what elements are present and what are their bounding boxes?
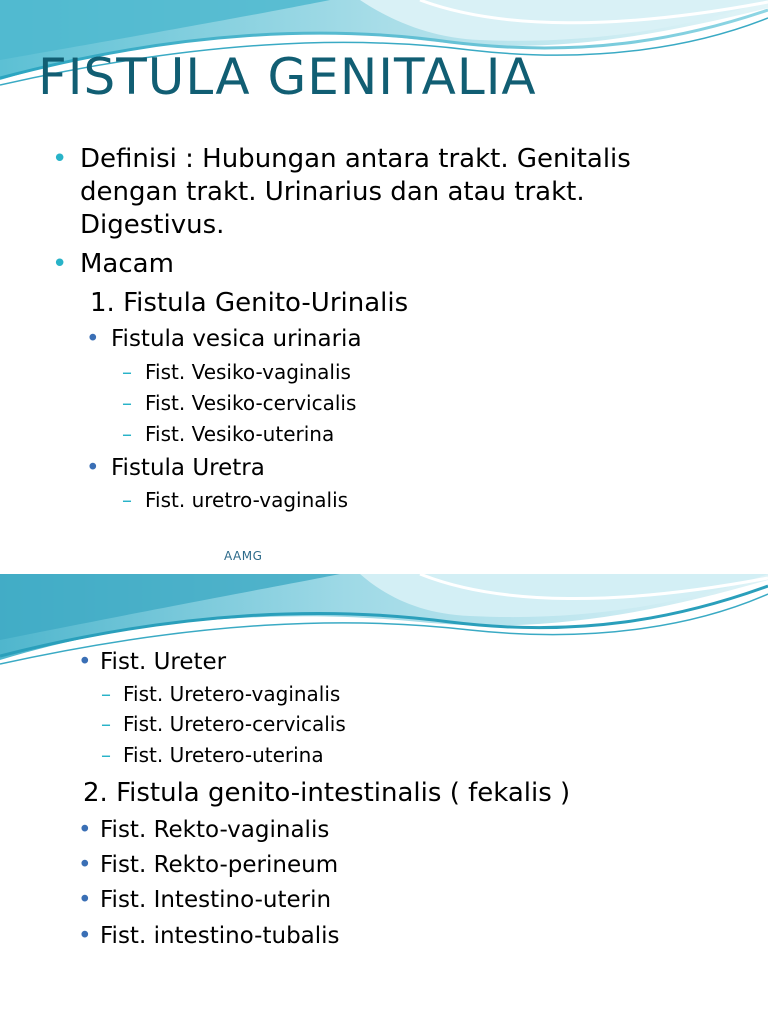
slide-2: [0, 574, 768, 1024]
definition-line-3: Digestivus.: [80, 210, 225, 240]
dash-icon: –: [122, 488, 132, 512]
sub-bullet-icon: •: [78, 649, 92, 675]
sub-bullet-icon: •: [78, 817, 92, 843]
sub-heading-ureter: Fist. Ureter: [100, 649, 227, 675]
dash-icon: –: [101, 743, 111, 767]
list-item: Fist. Intestino-uterin: [100, 887, 332, 913]
sub-bullet-icon: •: [86, 455, 100, 481]
definition-line-2: dengan trakt. Urinarius dan atau trakt.: [80, 177, 585, 207]
slide-title: FISTULA GENITALIA: [38, 48, 537, 106]
group-2-heading: 2. Fistula genito-intestinalis ( fekalis ): [83, 778, 571, 808]
bullet-icon: •: [52, 144, 68, 174]
sub-bullet-icon: •: [78, 923, 92, 949]
list-item: Fist. Vesiko-uterina: [145, 422, 335, 446]
bullet-icon: •: [52, 249, 68, 279]
sub-heading-uretra: Fistula Uretra: [111, 455, 265, 481]
sub-bullet-icon: •: [86, 326, 100, 352]
definition-line-1: Definisi : Hubungan antara trakt. Genitalis: [80, 144, 631, 174]
group-1-heading: 1. Fistula Genito-Urinalis: [90, 288, 409, 318]
list-item: Fist. intestino-tubalis: [100, 923, 340, 949]
macam-label: Macam: [80, 249, 174, 279]
list-item: Fist. uretro-vaginalis: [145, 488, 349, 512]
dash-icon: –: [101, 682, 111, 706]
dash-icon: –: [122, 391, 132, 415]
list-item: Fist. Uretero-vaginalis: [123, 682, 341, 706]
list-item: Fist. Vesiko-vaginalis: [145, 360, 351, 384]
list-item: Fist. Vesiko-cervicalis: [145, 391, 357, 415]
list-item: Fist. Uretero-uterina: [123, 743, 324, 767]
sub-bullet-icon: •: [78, 852, 92, 878]
dash-icon: –: [122, 422, 132, 446]
slide-footer: AAMG: [224, 549, 263, 563]
sub-heading-vesica: Fistula vesica urinaria: [111, 326, 362, 352]
sub-bullet-icon: •: [78, 887, 92, 913]
list-item: Fist. Rekto-perineum: [100, 852, 339, 878]
dash-icon: –: [101, 712, 111, 736]
dash-icon: –: [122, 360, 132, 384]
list-item: Fist. Rekto-vaginalis: [100, 817, 330, 843]
list-item: Fist. Uretero-cervicalis: [123, 712, 346, 736]
